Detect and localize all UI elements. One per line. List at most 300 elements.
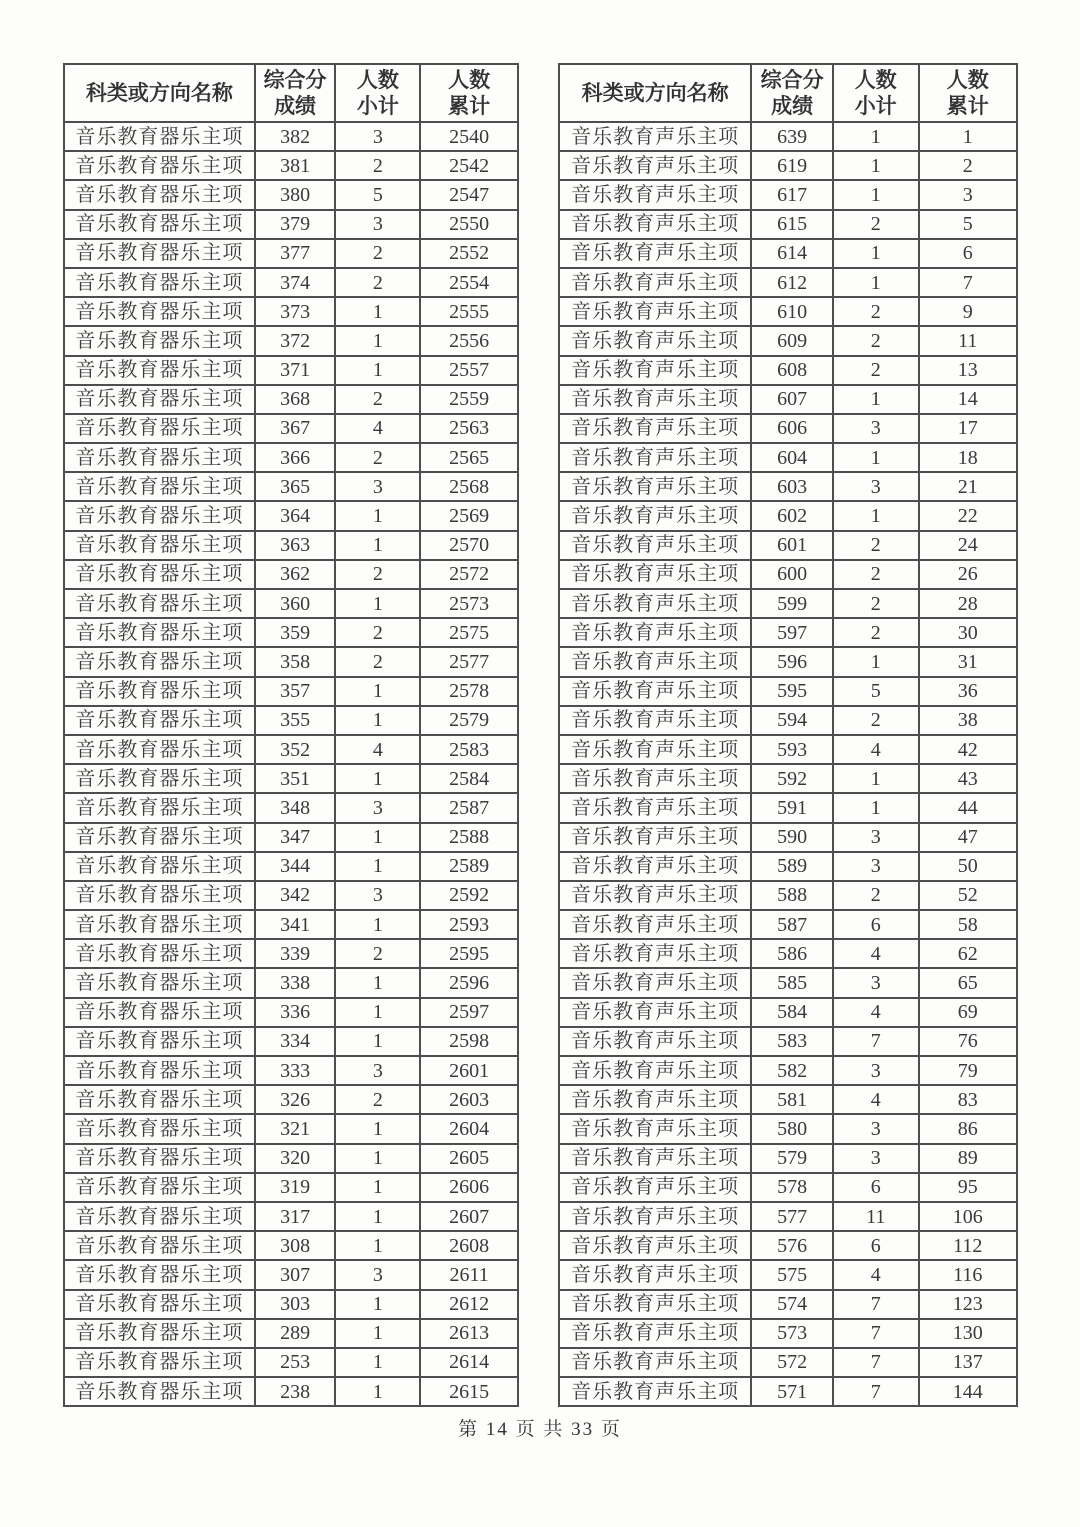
table-row <box>64 1290 518 1319</box>
category-cell: 音乐教育声乐主项 <box>559 998 751 1027</box>
subtotal-cell: 2 <box>335 443 420 472</box>
cumulative-cell: 2598 <box>420 1027 518 1056</box>
score-cell: 319 <box>255 1173 336 1202</box>
table-row <box>559 297 1017 326</box>
score-cell: 597 <box>751 618 833 647</box>
score-cell: 341 <box>255 910 336 939</box>
table-row <box>64 151 518 180</box>
subtotal-cell: 3 <box>833 414 919 443</box>
category-cell: 音乐教育器乐主项 <box>64 910 255 939</box>
cumulative-cell: 13 <box>919 356 1017 385</box>
score-cell: 601 <box>751 531 833 560</box>
table-row <box>64 1348 518 1377</box>
subtotal-cell: 6 <box>833 1173 919 1202</box>
table-row <box>64 1056 518 1085</box>
category-cell: 音乐教育器乐主项 <box>64 735 255 764</box>
cumulative-cell: 130 <box>919 1319 1017 1348</box>
score-cell: 615 <box>751 210 833 239</box>
table-row <box>64 297 518 326</box>
subtotal-cell: 1 <box>833 385 919 414</box>
table-row <box>559 998 1017 1027</box>
score-cell: 586 <box>751 939 833 968</box>
category-cell: 音乐教育声乐主项 <box>559 1027 751 1056</box>
score-cell: 382 <box>255 122 336 151</box>
subtotal-cell: 1 <box>335 356 420 385</box>
category-cell: 音乐教育声乐主项 <box>559 764 751 793</box>
table-row <box>559 1260 1017 1289</box>
category-cell: 音乐教育声乐主项 <box>559 1114 751 1143</box>
category-cell: 音乐教育器乐主项 <box>64 1085 255 1114</box>
table-container-right <box>558 63 1018 1407</box>
subtotal-cell: 1 <box>335 1377 420 1406</box>
table-row <box>64 1114 518 1143</box>
subtotal-cell: 2 <box>833 706 919 735</box>
score-cell: 576 <box>751 1231 833 1260</box>
cumulative-cell: 2568 <box>420 472 518 501</box>
score-cell: 614 <box>751 239 833 268</box>
cumulative-cell: 2577 <box>420 647 518 676</box>
cumulative-cell: 83 <box>919 1085 1017 1114</box>
category-cell: 音乐教育器乐主项 <box>64 180 255 209</box>
cumulative-cell: 2613 <box>420 1319 518 1348</box>
score-cell: 573 <box>751 1319 833 1348</box>
cumulative-cell: 9 <box>919 297 1017 326</box>
score-cell: 580 <box>751 1114 833 1143</box>
category-cell: 音乐教育声乐主项 <box>559 618 751 647</box>
category-cell: 音乐教育声乐主项 <box>559 326 751 355</box>
cumulative-cell: 2565 <box>420 443 518 472</box>
category-cell: 音乐教育声乐主项 <box>559 501 751 530</box>
cumulative-cell: 2573 <box>420 589 518 618</box>
category-cell: 音乐教育器乐主项 <box>64 647 255 676</box>
subtotal-cell: 1 <box>833 268 919 297</box>
cumulative-cell: 2592 <box>420 881 518 910</box>
subtotal-cell: 1 <box>833 443 919 472</box>
score-cell: 360 <box>255 589 336 618</box>
page-footer: 第 14 页 共 33 页 <box>458 1419 622 1440</box>
category-cell: 音乐教育器乐主项 <box>64 443 255 472</box>
cumulative-cell: 42 <box>919 735 1017 764</box>
score-cell: 591 <box>751 793 833 822</box>
score-cell: 575 <box>751 1260 833 1289</box>
table-row <box>64 618 518 647</box>
score-cell: 363 <box>255 531 336 560</box>
subtotal-cell: 7 <box>833 1348 919 1377</box>
table-row <box>64 122 518 151</box>
table-row <box>559 414 1017 443</box>
score-cell: 372 <box>255 326 336 355</box>
subtotal-cell: 1 <box>833 151 919 180</box>
category-cell: 音乐教育声乐主项 <box>559 180 751 209</box>
table-row <box>559 1144 1017 1173</box>
category-cell: 音乐教育声乐主项 <box>559 151 751 180</box>
subtotal-cell: 1 <box>833 501 919 530</box>
table-row <box>559 735 1017 764</box>
category-cell: 音乐教育声乐主项 <box>559 1056 751 1085</box>
score-cell: 592 <box>751 764 833 793</box>
cumulative-cell: 2578 <box>420 677 518 706</box>
cumulative-cell: 2588 <box>420 823 518 852</box>
subtotal-cell: 2 <box>833 297 919 326</box>
category-cell: 音乐教育器乐主项 <box>64 122 255 151</box>
column-header: 科类或方向名称 <box>64 64 255 122</box>
score-cell: 596 <box>751 647 833 676</box>
table-row <box>559 618 1017 647</box>
category-cell: 音乐教育声乐主项 <box>559 589 751 618</box>
category-cell: 音乐教育声乐主项 <box>559 531 751 560</box>
table-row <box>559 677 1017 706</box>
score-cell: 364 <box>255 501 336 530</box>
subtotal-cell: 3 <box>833 852 919 881</box>
table-row <box>559 1231 1017 1260</box>
category-cell: 音乐教育器乐主项 <box>64 239 255 268</box>
subtotal-cell: 2 <box>335 385 420 414</box>
category-cell: 音乐教育声乐主项 <box>559 356 751 385</box>
subtotal-cell: 2 <box>335 618 420 647</box>
category-cell: 音乐教育器乐主项 <box>64 210 255 239</box>
cumulative-cell: 76 <box>919 1027 1017 1056</box>
category-cell: 音乐教育器乐主项 <box>64 852 255 881</box>
score-distribution-table-instrumental <box>63 63 519 1407</box>
category-cell: 音乐教育器乐主项 <box>64 1377 255 1406</box>
category-cell: 音乐教育器乐主项 <box>64 531 255 560</box>
category-cell: 音乐教育器乐主项 <box>64 1202 255 1231</box>
subtotal-cell: 1 <box>335 823 420 852</box>
score-cell: 571 <box>751 1377 833 1406</box>
table-row <box>64 210 518 239</box>
subtotal-cell: 2 <box>335 268 420 297</box>
table-row <box>559 501 1017 530</box>
subtotal-cell: 3 <box>833 1114 919 1143</box>
table-row <box>559 1319 1017 1348</box>
score-cell: 380 <box>255 180 336 209</box>
cumulative-cell: 2575 <box>420 618 518 647</box>
score-cell: 347 <box>255 823 336 852</box>
category-cell: 音乐教育器乐主项 <box>64 1231 255 1260</box>
subtotal-cell: 7 <box>833 1377 919 1406</box>
category-cell: 音乐教育器乐主项 <box>64 151 255 180</box>
table-row <box>559 823 1017 852</box>
subtotal-cell: 5 <box>833 677 919 706</box>
subtotal-cell: 1 <box>335 852 420 881</box>
score-cell: 326 <box>255 1085 336 1114</box>
table-row <box>64 881 518 910</box>
cumulative-cell: 89 <box>919 1144 1017 1173</box>
score-cell: 303 <box>255 1290 336 1319</box>
table-row <box>559 531 1017 560</box>
cumulative-cell: 2587 <box>420 793 518 822</box>
subtotal-cell: 1 <box>833 793 919 822</box>
category-cell: 音乐教育器乐主项 <box>64 764 255 793</box>
category-cell: 音乐教育声乐主项 <box>559 852 751 881</box>
table-row <box>64 501 518 530</box>
score-cell: 603 <box>751 472 833 501</box>
category-cell: 音乐教育器乐主项 <box>64 268 255 297</box>
category-cell: 音乐教育声乐主项 <box>559 472 751 501</box>
table-row <box>64 939 518 968</box>
subtotal-cell: 6 <box>833 910 919 939</box>
column-header: 人数 小计 <box>833 64 919 122</box>
score-cell: 344 <box>255 852 336 881</box>
score-cell: 334 <box>255 1027 336 1056</box>
cumulative-cell: 69 <box>919 998 1017 1027</box>
cumulative-cell: 2556 <box>420 326 518 355</box>
score-cell: 367 <box>255 414 336 443</box>
score-cell: 308 <box>255 1231 336 1260</box>
subtotal-cell: 1 <box>335 297 420 326</box>
category-cell: 音乐教育声乐主项 <box>559 210 751 239</box>
score-cell: 572 <box>751 1348 833 1377</box>
category-cell: 音乐教育器乐主项 <box>64 326 255 355</box>
table-row <box>64 1377 518 1406</box>
subtotal-cell: 4 <box>833 735 919 764</box>
table-row <box>559 968 1017 997</box>
subtotal-cell: 1 <box>335 910 420 939</box>
cumulative-cell: 2563 <box>420 414 518 443</box>
subtotal-cell: 1 <box>335 1348 420 1377</box>
score-cell: 593 <box>751 735 833 764</box>
score-cell: 366 <box>255 443 336 472</box>
category-cell: 音乐教育声乐主项 <box>559 1260 751 1289</box>
table-row <box>64 764 518 793</box>
subtotal-cell: 1 <box>833 647 919 676</box>
category-cell: 音乐教育器乐主项 <box>64 501 255 530</box>
subtotal-cell: 3 <box>335 472 420 501</box>
subtotal-cell: 2 <box>833 326 919 355</box>
subtotal-cell: 2 <box>335 647 420 676</box>
cumulative-cell: 2596 <box>420 968 518 997</box>
subtotal-cell: 3 <box>335 881 420 910</box>
cumulative-cell: 2540 <box>420 122 518 151</box>
cumulative-cell: 2611 <box>420 1260 518 1289</box>
subtotal-cell: 2 <box>335 151 420 180</box>
category-cell: 音乐教育声乐主项 <box>559 239 751 268</box>
table-row <box>64 268 518 297</box>
score-cell: 336 <box>255 998 336 1027</box>
table-row <box>559 881 1017 910</box>
table-row <box>64 823 518 852</box>
score-cell: 371 <box>255 356 336 385</box>
subtotal-cell: 1 <box>335 1114 420 1143</box>
score-cell: 359 <box>255 618 336 647</box>
table-row <box>559 1085 1017 1114</box>
category-cell: 音乐教育器乐主项 <box>64 998 255 1027</box>
cumulative-cell: 2583 <box>420 735 518 764</box>
score-cell: 253 <box>255 1348 336 1377</box>
subtotal-cell: 1 <box>335 1290 420 1319</box>
table-row <box>64 998 518 1027</box>
cumulative-cell: 106 <box>919 1202 1017 1231</box>
category-cell: 音乐教育声乐主项 <box>559 735 751 764</box>
subtotal-cell: 1 <box>335 1027 420 1056</box>
category-cell: 音乐教育声乐主项 <box>559 793 751 822</box>
cumulative-cell: 2554 <box>420 268 518 297</box>
category-cell: 音乐教育声乐主项 <box>559 939 751 968</box>
cumulative-cell: 17 <box>919 414 1017 443</box>
subtotal-cell: 2 <box>335 939 420 968</box>
category-cell: 音乐教育声乐主项 <box>559 1144 751 1173</box>
category-cell: 音乐教育声乐主项 <box>559 706 751 735</box>
cumulative-cell: 2595 <box>420 939 518 968</box>
category-cell: 音乐教育声乐主项 <box>559 1202 751 1231</box>
category-cell: 音乐教育声乐主项 <box>559 297 751 326</box>
cumulative-cell: 58 <box>919 910 1017 939</box>
category-cell: 音乐教育器乐主项 <box>64 823 255 852</box>
table-row <box>64 385 518 414</box>
score-cell: 608 <box>751 356 833 385</box>
table-row <box>559 1348 1017 1377</box>
table-row <box>64 968 518 997</box>
table-row <box>559 1202 1017 1231</box>
score-cell: 339 <box>255 939 336 968</box>
score-cell: 381 <box>255 151 336 180</box>
table-row <box>559 793 1017 822</box>
table-row <box>559 356 1017 385</box>
subtotal-cell: 2 <box>833 618 919 647</box>
score-cell: 574 <box>751 1290 833 1319</box>
category-cell: 音乐教育器乐主项 <box>64 793 255 822</box>
subtotal-cell: 3 <box>833 823 919 852</box>
cumulative-cell: 2608 <box>420 1231 518 1260</box>
subtotal-cell: 1 <box>335 998 420 1027</box>
category-cell: 音乐教育声乐主项 <box>559 560 751 589</box>
subtotal-cell: 3 <box>335 210 420 239</box>
subtotal-cell: 2 <box>335 560 420 589</box>
category-cell: 音乐教育器乐主项 <box>64 589 255 618</box>
table-row <box>64 443 518 472</box>
subtotal-cell: 3 <box>833 968 919 997</box>
table-row <box>559 472 1017 501</box>
subtotal-cell: 1 <box>335 1173 420 1202</box>
table-row <box>64 647 518 676</box>
category-cell: 音乐教育声乐主项 <box>559 122 751 151</box>
score-cell: 307 <box>255 1260 336 1289</box>
cumulative-cell: 144 <box>919 1377 1017 1406</box>
table-row <box>559 180 1017 209</box>
score-cell: 619 <box>751 151 833 180</box>
category-cell: 音乐教育声乐主项 <box>559 1290 751 1319</box>
cumulative-cell: 1 <box>919 122 1017 151</box>
table-row <box>559 210 1017 239</box>
score-cell: 612 <box>751 268 833 297</box>
subtotal-cell: 2 <box>833 531 919 560</box>
category-cell: 音乐教育器乐主项 <box>64 560 255 589</box>
subtotal-cell: 7 <box>833 1319 919 1348</box>
cumulative-cell: 2593 <box>420 910 518 939</box>
subtotal-cell: 3 <box>335 793 420 822</box>
score-cell: 365 <box>255 472 336 501</box>
cumulative-cell: 11 <box>919 326 1017 355</box>
category-cell: 音乐教育器乐主项 <box>64 1114 255 1143</box>
cumulative-cell: 112 <box>919 1231 1017 1260</box>
category-cell: 音乐教育器乐主项 <box>64 881 255 910</box>
cumulative-cell: 137 <box>919 1348 1017 1377</box>
score-cell: 584 <box>751 998 833 1027</box>
subtotal-cell: 1 <box>335 677 420 706</box>
table-row <box>559 1290 1017 1319</box>
score-cell: 617 <box>751 180 833 209</box>
column-header: 人数 小计 <box>335 64 420 122</box>
subtotal-cell: 4 <box>335 414 420 443</box>
score-cell: 581 <box>751 1085 833 1114</box>
cumulative-cell: 14 <box>919 385 1017 414</box>
score-cell: 238 <box>255 1377 336 1406</box>
score-cell: 338 <box>255 968 336 997</box>
score-cell: 609 <box>751 326 833 355</box>
cumulative-cell: 47 <box>919 823 1017 852</box>
cumulative-cell: 2569 <box>420 501 518 530</box>
table-row <box>559 443 1017 472</box>
cumulative-cell: 3 <box>919 180 1017 209</box>
table-row <box>559 1056 1017 1085</box>
cumulative-cell: 2550 <box>420 210 518 239</box>
table-row <box>64 852 518 881</box>
table-row <box>559 1027 1017 1056</box>
table-container-left <box>63 63 519 1407</box>
table-row <box>64 1085 518 1114</box>
subtotal-cell: 1 <box>833 764 919 793</box>
subtotal-cell: 4 <box>833 1085 919 1114</box>
cumulative-cell: 2584 <box>420 764 518 793</box>
subtotal-cell: 1 <box>335 1319 420 1348</box>
category-cell: 音乐教育器乐主项 <box>64 1348 255 1377</box>
score-cell: 358 <box>255 647 336 676</box>
table-row <box>64 677 518 706</box>
table-row <box>559 910 1017 939</box>
column-header: 人数 累计 <box>420 64 518 122</box>
score-cell: 587 <box>751 910 833 939</box>
cumulative-cell: 22 <box>919 501 1017 530</box>
table-row <box>559 589 1017 618</box>
category-cell: 音乐教育器乐主项 <box>64 677 255 706</box>
table-row <box>64 706 518 735</box>
column-header: 人数 累计 <box>919 64 1017 122</box>
cumulative-cell: 38 <box>919 706 1017 735</box>
table-row <box>559 1173 1017 1202</box>
score-cell: 595 <box>751 677 833 706</box>
subtotal-cell: 1 <box>833 122 919 151</box>
cumulative-cell: 7 <box>919 268 1017 297</box>
cumulative-cell: 2547 <box>420 180 518 209</box>
cumulative-cell: 2605 <box>420 1144 518 1173</box>
table-row <box>64 531 518 560</box>
cumulative-cell: 123 <box>919 1290 1017 1319</box>
cumulative-cell: 2607 <box>420 1202 518 1231</box>
category-cell: 音乐教育声乐主项 <box>559 1085 751 1114</box>
category-cell: 音乐教育器乐主项 <box>64 1173 255 1202</box>
score-cell: 589 <box>751 852 833 881</box>
cumulative-cell: 2615 <box>420 1377 518 1406</box>
subtotal-cell: 4 <box>833 1260 919 1289</box>
score-cell: 583 <box>751 1027 833 1056</box>
subtotal-cell: 1 <box>335 326 420 355</box>
category-cell: 音乐教育器乐主项 <box>64 1056 255 1085</box>
score-cell: 590 <box>751 823 833 852</box>
cumulative-cell: 2559 <box>420 385 518 414</box>
score-cell: 320 <box>255 1144 336 1173</box>
subtotal-cell: 2 <box>335 239 420 268</box>
cumulative-cell: 2572 <box>420 560 518 589</box>
table-row <box>559 239 1017 268</box>
table-row <box>559 852 1017 881</box>
subtotal-cell: 1 <box>335 764 420 793</box>
table-row <box>64 1144 518 1173</box>
subtotal-cell: 3 <box>335 122 420 151</box>
subtotal-cell: 2 <box>833 560 919 589</box>
score-cell: 373 <box>255 297 336 326</box>
table-header <box>559 64 1017 122</box>
category-cell: 音乐教育声乐主项 <box>559 647 751 676</box>
